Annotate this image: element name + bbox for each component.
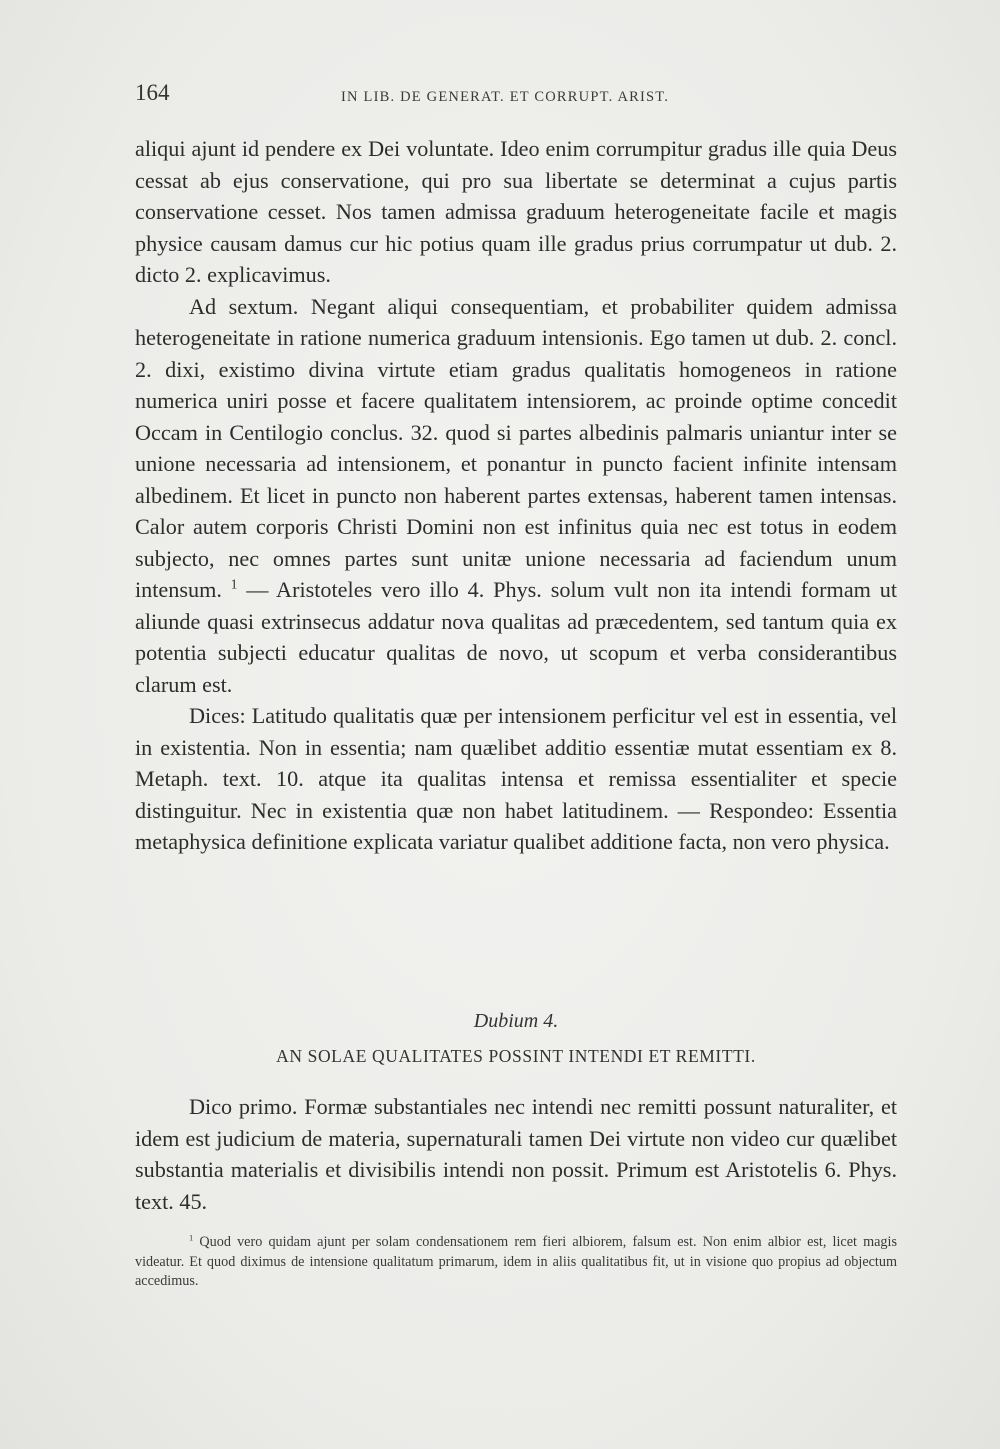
footnote <box>135 1233 897 1292</box>
paragraph-continuation: aliqui ajunt id pendere ex Dei voluntate. Ideo enim corrumpitur gradus ille quia Deus cessat ab ejus conservatione, qui pro sua libertate se determinat a cujus partis conservatione cesset. Nos tamen admissa graduum heterogeneitate facile et magis physice causam damus cur hic potius quam ille gradus prius corrumpatur ut dub. 2. dicto 2. explicavimus. <box>135 136 897 287</box>
paragraph-ad-sextum-part2: — Aristoteles vero illo 4. Phys. solum vult non ita intendi formam ut aliunde quasi extrinsecus addatur nova qualitas ad præcedentem, sed tantum quia ex potentia subjecti educatur qualitas de novo, ut scopum et verba considerantibus clarum est. <box>135 577 898 697</box>
paragraph-dices: Dices: Latitudo qualitatis quæ per intensionem perficitur vel est in essentia, vel in existentia. Non in essentia; nam quælibet additio essentiæ mutat essentiam ex 8. Metaph. text. 10. atque ita qualitas intensa et remissa essentialiter et specie distinguitur. Nec in existentia quæ non habet latitudinem. — Respondeo: Essentia metaphysica definitione explicata variatur qualibet additione facta, non vero physica. <box>135 703 897 854</box>
section-text <box>135 1091 897 1217</box>
page-number: 164 <box>135 80 170 105</box>
main-text <box>135 133 897 858</box>
paragraph-ad-sextum <box>135 291 897 701</box>
section-title: AN SOLAE QUALITATES POSSINT INTENDI ET REMITTI. <box>276 1046 756 1066</box>
section-label: Dubium 4. <box>473 1010 559 1032</box>
paragraph-ad-sextum-part1: Ad sextum. Negant aliqui consequentiam, et probabiliter quidem admissa heterogeneitate in ratione numerica graduum intensionis. Ego tamen ut dub. 2. concl. 2. dixi, existimo divina virtute etiam gradus qualitatis homogeneos in ratione numerica uniri posse et facere qualitatem intensiorem, ac proinde optime concedit Occam in Centilogio conclus. 32. quod si partes albedinis palmaris uniantur inter se unione necessaria ad intensionem, et ponantur in puncto facient infinite intensam albedinem. Et licet in puncto non haberent partes extensas, haberent tamen intensas. Calor autem corporis Christi Domini non est infinitus quia nec est totus in eodem subjecto, nec omnes partes sunt unitæ unione necessaria ad faciendum unum intensum. <box>135 293 897 602</box>
footnote-reference[interactable]: 1 <box>230 576 238 592</box>
paragraph-dico-primo: Dico primo. Formæ substantiales nec intendi nec remitti possunt naturaliter, et idem est judicium de materia, supernaturali tamen Dei virtute non video cur quælibet substantia materialis et divisibilis intendi non possit. Primum est Aristotelis 6. Phys. text. 45. <box>135 1094 897 1214</box>
running-head <box>135 80 895 110</box>
footnote-text: Quod vero quidam ajunt per solam condensationem rem fieri albiorem, falsum est. Non enim albior est, licet magis videatur. Et quod diximus de intensione qualitatum primarum, idem in aliis qualitatibus fit, ut in visione quo propius ad objectum accedimus. <box>135 1234 897 1289</box>
running-title: IN LIB. DE GENERAT. ET CORRUPT. ARIST. <box>341 89 670 105</box>
footnote-marker: 1 <box>189 1232 194 1243</box>
